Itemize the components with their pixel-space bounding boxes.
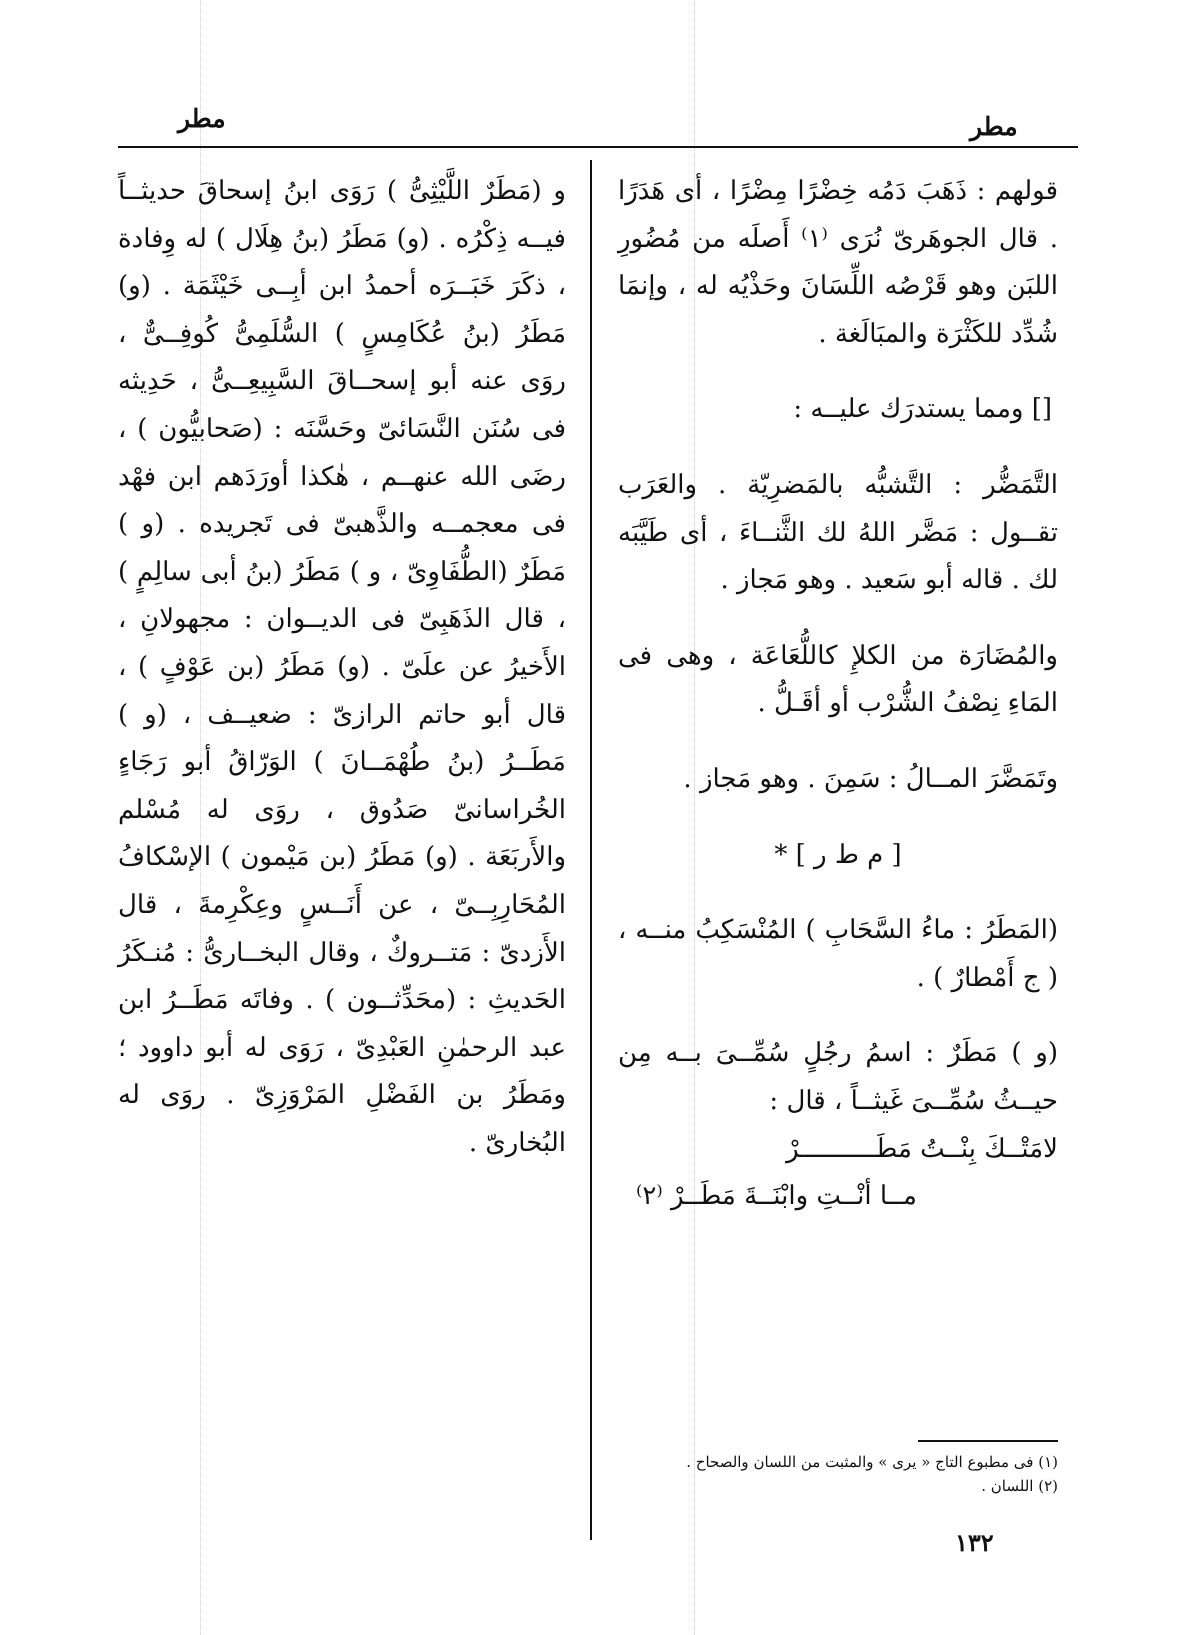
bracket-line: [] ومما يستدرَك عليــه :: [793, 394, 1052, 425]
footnote-rule: [918, 1440, 1058, 1442]
right-paragraph-6: (و ) مَطَرٌ : اسمُ رجُلٍ سُمِّــىَ بــه مِن حيــثُ سُمِّــىَ غَيثــاً ، قال :: [618, 1038, 1058, 1116]
verse-line-2: مــا أنْــتِ وابْنَــةَ مَطَــرْ ⁽٢⁾: [636, 1181, 917, 1212]
footnote-2: (٢) اللسان .: [981, 1477, 1058, 1495]
page-number: ١٣٢: [955, 1528, 994, 1557]
right-paragraph-2: التَّمَضُّر : التَّشبُّه بالمَضرِيّة . والعَرَب تقــول : مَضَّر اللهُ لك الثَّنــاءَ ، أى طَيَّبَه لك . قاله أبو سَعيد . وهو مَجاز .: [618, 469, 1058, 596]
header-rule: [118, 146, 1078, 148]
right-column: [618, 168, 1058, 1221]
root-heading: [ م ط ر ] *: [774, 839, 902, 870]
header-left-word: مطر: [178, 104, 226, 133]
right-paragraph-1: قولهم : ذَهَبَ دَمُه خِضْرًا مِضْرًا ، أى هَدَرًا . قال الجوهَرىّ نُرَى ⁽١⁾ أَصلَه من مُضُورِ اللبَن وهو قَرْصُه اللِّسَانَ وحَذْيُه له ، وإنمَا شُدِّد للكَثْرَة والمبَالَغة .: [618, 176, 1058, 349]
verse-line-1: لامَتْــكَ بِنْــتُ مَطَــــــــــرْ: [786, 1133, 1058, 1164]
footnote-1: (١) فى مطبوع التاج « يرى » والمثبت من اللسان والصحاح .: [686, 1453, 1058, 1471]
right-paragraph-5: (المَطَرُ : ماءُ السَّحَابِ ) المُنْسَكِبُ منــه ، ( ج أَمْطارٌ ) .: [618, 915, 1058, 993]
column-divider: [590, 160, 592, 1540]
right-paragraph-3: والمُضَارَة من الكلإِ كاللُّعَاعَة ، وهى فى المَاءِ نِصْفُ الشُّرْب أو أقَـلُّ .: [618, 640, 1058, 719]
header-right-word: مطر: [970, 112, 1018, 141]
right-paragraph-4: وتَمَضَّرَ المــالُ : سَمِنَ . وهو مَجاز .: [683, 763, 1058, 794]
left-column: [118, 168, 566, 1167]
left-paragraph-1: و (مَطَرٌ اللَّيْثِىُّ ) رَوَى ابنُ إسحاقَ حديثــاً فيــه ذِكْرُه . (و) مَطَرُ (بنُ هِلَال ) له وِفادة ، ذكَرَ خَبَــرَه أحمدُ ابن أبِــى خَيْثَمَة . (و) مَطَرُ (بنُ عُكَامِسٍ ) السُّلَمِىُّ كُوفِــىٌّ ، روَى عنه أبو إسحــاقَ السَّبِيعِــىُّ ، حَدِيثه فى سُنَن النَّسَائىّ وحَسَّنَه : (صَحابيُّون ) ، رضَى الله عنهــم ، هٰكذا أورَدَهم ابن فهْد فى معجمــه والذَّهبىّ فى تَجريده . (و ) مَطَرٌ (الطُّفَاوِىّ ، و ) مَطَرُ (بنُ أبى سالِمٍ ) ، قال الذَهَبِىّ فى الديــوان : مجهولانِ ، الأَخيرُ عن علَىّ . (و) مَطَرُ (بن عَوْفٍ ) ، قال أبو حاتم الرازىّ : ضعيــف ، (و ) مَطَــرُ (بنُ طُهْمَــانَ ) الوَرّاقُ أبو رَجَاءٍ الخُراسانىّ صَدُوق ، روَى له مُسْلم والأَربَعَة . (و) مَطَرُ (بن مَيْمون ) الإسْكافُ المُحَارِبِــىّ ، عن أَنَــسٍ وعِكْرِمةَ ، قال الأَزدىّ : مَتــروكٌ ، وقال البخــارىُّ : مُنـكَرُ الحَديثِ : (محَدِّثــون ) . وفاتَه مَطَــرُ ابن عبد الرحمٰنِ العَبْدِىّ ، رَوَى له أبو داوود ؛ ومَطَرُ بن الفَضْلِ المَرْوَزِىّ . روَى له البُخارىّ .: [118, 176, 566, 1158]
